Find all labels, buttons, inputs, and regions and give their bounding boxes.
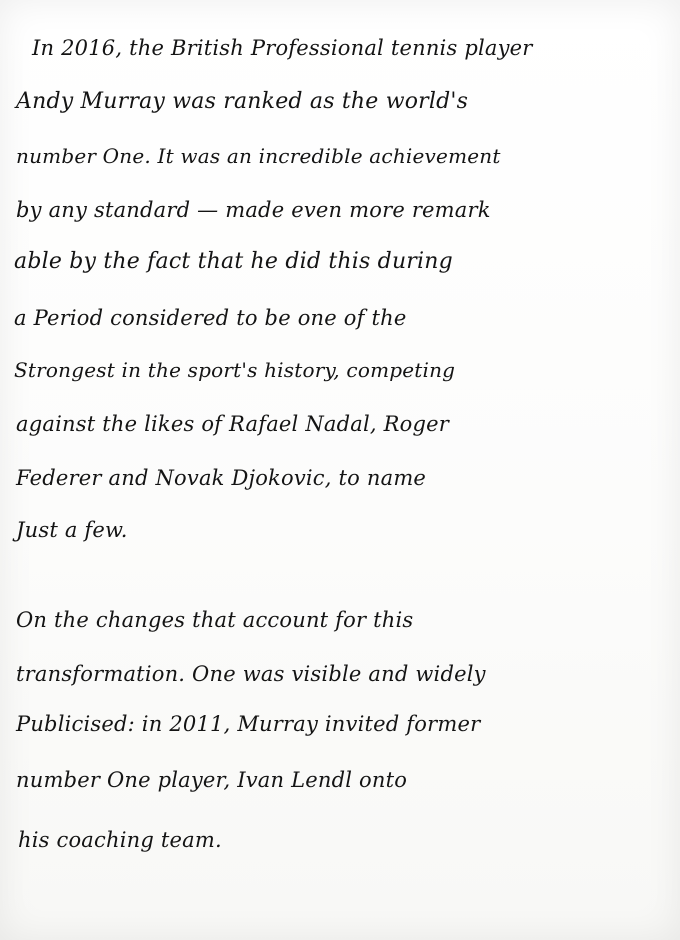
text-line: Strongest in the sport's history, competing [14, 358, 456, 382]
text-line: Just a few. [16, 518, 128, 542]
text-line: number One player, Ivan Lendl onto [16, 768, 408, 792]
text-line: against the likes of Rafael Nadal, Roger [16, 412, 450, 436]
text-line: On the changes that account for this [16, 608, 414, 632]
text-line: In 2016, the British Professional tennis player [32, 36, 533, 60]
text-line: by any standard — made even more remark [16, 198, 491, 222]
text-line: number One. It was an incredible achievement [16, 144, 501, 168]
text-line: his coaching team. [18, 828, 222, 852]
text-line: Andy Murray was ranked as the world's [16, 89, 469, 114]
text-line: Federer and Novak Djokovic, to name [16, 466, 427, 490]
text-line: Publicised: in 2011, Murray invited former [16, 712, 481, 736]
text-line: transformation. One was visible and widely [16, 662, 486, 686]
text-line: able by the fact that he did this during [14, 249, 453, 274]
text-line: a Period considered to be one of the [14, 306, 407, 330]
